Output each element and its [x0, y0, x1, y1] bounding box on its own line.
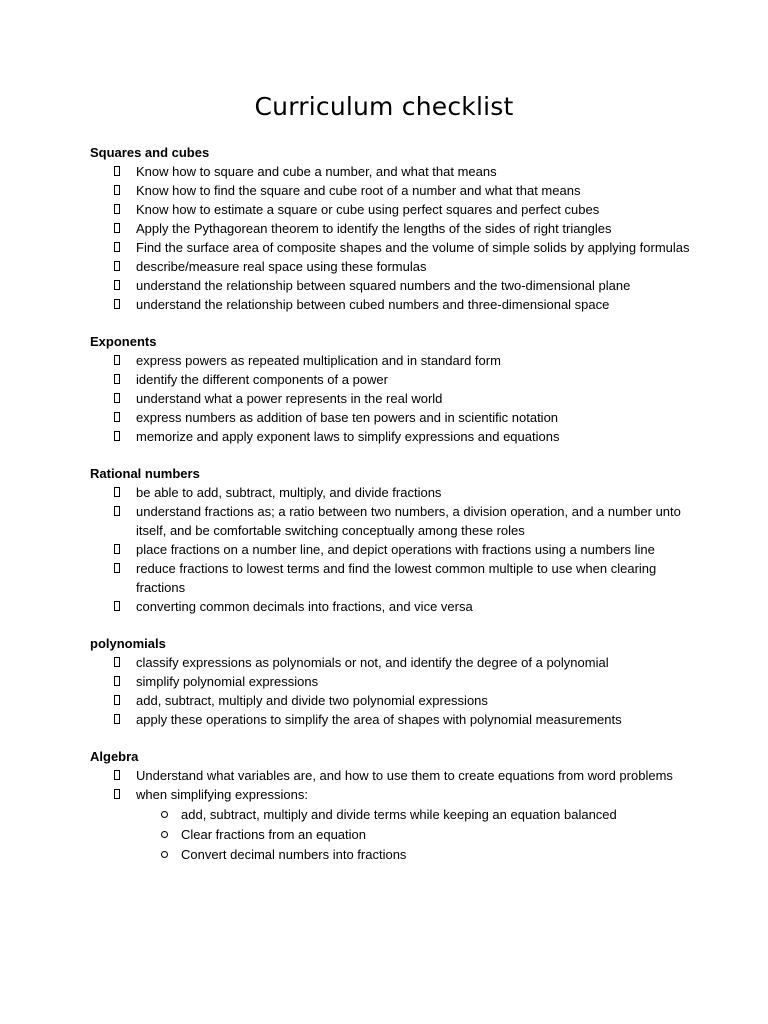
empty-square-bullet-icon [114, 412, 120, 422]
empty-square-bullet-icon [114, 676, 120, 686]
empty-square-bullet-icon [114, 242, 120, 252]
checklist-item-text: classify expressions as polynomials or not, and identify the degree of a polynomial [136, 655, 609, 670]
checklist-item-text: understand the relationship between cubed numbers and three-dimensional space [136, 297, 610, 312]
checklist-item [90, 351, 690, 370]
empty-square-bullet-icon [114, 695, 120, 705]
empty-square-bullet-icon [114, 714, 120, 724]
empty-square-bullet-icon [114, 789, 120, 799]
empty-square-bullet-icon [114, 601, 120, 611]
checklist-section [90, 747, 690, 864]
checklist-item [90, 540, 690, 559]
sub-checklist-item-text: add, subtract, multiply and divide terms while keeping an equation balanced [181, 807, 617, 822]
checklist-item [90, 219, 690, 238]
checklist-item-text: reduce fractions to lowest terms and find the lowest common multiple to use when clearing fractions [136, 561, 657, 595]
open-circle-bullet-icon [161, 811, 168, 818]
checklist-item [90, 257, 690, 276]
checklist-item-text: memorize and apply exponent laws to simplify expressions and equations [136, 429, 560, 444]
checklist-item [90, 785, 690, 864]
sub-checklist-item [136, 805, 690, 824]
checklist-item [90, 408, 690, 427]
checklist-item [90, 559, 690, 597]
checklist-item-text: be able to add, subtract, multiply, and divide fractions [136, 485, 442, 500]
sub-checklist-item-text: Convert decimal numbers into fractions [181, 847, 407, 862]
section-heading: Squares and cubes [90, 145, 210, 160]
empty-square-bullet-icon [114, 657, 120, 667]
checklist-item-text: understand fractions as; a ratio between two numbers, a division operation, and a number unto itself, and be comfortable switching conceptually among these roles [136, 504, 681, 538]
checklist-item [90, 502, 690, 540]
checklist-item-text: Know how to estimate a square or cube using perfect squares and perfect cubes [136, 202, 600, 217]
empty-square-bullet-icon [114, 487, 120, 497]
checklist [90, 351, 690, 446]
checklist-item-text: add, subtract, multiply and divide two polynomial expressions [136, 693, 488, 708]
empty-square-bullet-icon [114, 185, 120, 195]
section-heading: polynomials [90, 636, 166, 651]
checklist [90, 483, 690, 616]
sub-checklist-item-text: Clear fractions from an equation [181, 827, 366, 842]
checklist-item-text: identify the different components of a power [136, 372, 388, 387]
checklist-section [90, 332, 690, 446]
checklist-item [90, 389, 690, 408]
checklist-item [90, 691, 690, 710]
checklist-item [90, 653, 690, 672]
sub-checklist-item [136, 845, 690, 864]
checklist-item-text: Find the surface area of composite shapes and the volume of simple solids by applying formulas [136, 240, 690, 255]
checklist [90, 162, 690, 314]
checklist-item [90, 200, 690, 219]
section-heading: Rational numbers [90, 466, 200, 481]
empty-square-bullet-icon [114, 506, 120, 516]
checklist-item-text: when simplifying expressions: [136, 787, 308, 802]
checklist-item [90, 181, 690, 200]
checklist-content [90, 143, 690, 882]
empty-square-bullet-icon [114, 166, 120, 176]
checklist-item-text: Apply the Pythagorean theorem to identify the lengths of the sides of right triangles [136, 221, 612, 236]
empty-square-bullet-icon [114, 374, 120, 384]
section-heading: Exponents [90, 334, 157, 349]
checklist-item-text: express numbers as addition of base ten powers and in scientific notation [136, 410, 559, 425]
checklist-item-text: Know how to find the square and cube root of a number and what that means [136, 183, 581, 198]
checklist-item [90, 483, 690, 502]
page-title: Curriculum checklist [254, 92, 514, 121]
open-circle-bullet-icon [161, 851, 168, 858]
sub-checklist-item [136, 825, 690, 844]
checklist [90, 653, 690, 729]
checklist-item-text: describe/measure real space using these formulas [136, 259, 427, 274]
empty-square-bullet-icon [114, 261, 120, 271]
checklist [90, 766, 690, 864]
checklist-item [90, 597, 690, 616]
open-circle-bullet-icon [161, 831, 168, 838]
checklist-item [90, 295, 690, 314]
checklist-item [90, 370, 690, 389]
checklist-item [90, 238, 690, 257]
checklist-item-text: apply these operations to simplify the area of shapes with polynomial measurements [136, 712, 622, 727]
checklist-item-text: simplify polynomial expressions [136, 674, 319, 689]
checklist-section [90, 634, 690, 729]
checklist-item-text: place fractions on a number line, and depict operations with fractions using a numbers line [136, 542, 655, 557]
checklist-item [90, 162, 690, 181]
checklist-item-text: Know how to square and cube a number, and what that means [136, 164, 497, 179]
empty-square-bullet-icon [114, 431, 120, 441]
section-heading: Algebra [90, 749, 139, 764]
checklist-item-text: Understand what variables are, and how to use them to create equations from word problems [136, 768, 673, 783]
empty-square-bullet-icon [114, 280, 120, 290]
checklist-item [90, 672, 690, 691]
sub-checklist [136, 805, 690, 864]
empty-square-bullet-icon [114, 393, 120, 403]
empty-square-bullet-icon [114, 223, 120, 233]
checklist-item [90, 276, 690, 295]
checklist-item-text: understand what a power represents in the real world [136, 391, 443, 406]
checklist-item [90, 766, 690, 785]
checklist-section [90, 464, 690, 616]
checklist-item [90, 427, 690, 446]
empty-square-bullet-icon [114, 204, 120, 214]
checklist-item-text: converting common decimals into fractions, and vice versa [136, 599, 473, 614]
empty-square-bullet-icon [114, 563, 120, 573]
checklist-item-text: express powers as repeated multiplication and in standard form [136, 353, 501, 368]
empty-square-bullet-icon [114, 299, 120, 309]
empty-square-bullet-icon [114, 770, 120, 780]
checklist-item [90, 710, 690, 729]
checklist-section [90, 143, 690, 314]
empty-square-bullet-icon [114, 544, 120, 554]
empty-square-bullet-icon [114, 355, 120, 365]
checklist-item-text: understand the relationship between squared numbers and the two-dimensional plane [136, 278, 631, 293]
